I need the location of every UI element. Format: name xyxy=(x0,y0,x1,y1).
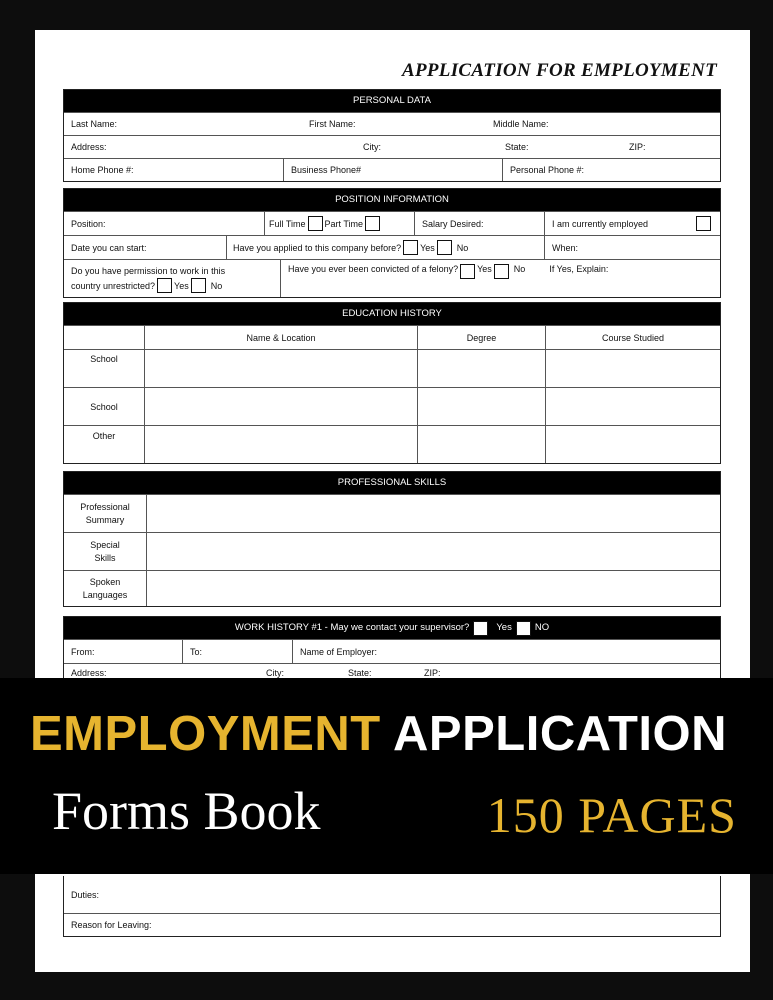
felony-no-label: No xyxy=(513,264,526,274)
education-row xyxy=(64,387,720,425)
work-history-header xyxy=(64,617,720,639)
skills-label-line: Summary xyxy=(85,514,125,525)
applied-no-label: No xyxy=(456,242,469,253)
personal-phone-field[interactable] xyxy=(502,159,720,181)
permission-no-label: No xyxy=(210,280,223,291)
start-date-field[interactable] xyxy=(64,236,226,259)
position-row xyxy=(64,211,720,235)
contact-no-checkbox[interactable] xyxy=(516,621,531,636)
education-column-headers xyxy=(64,325,720,349)
middle-name-field[interactable] xyxy=(486,113,720,135)
school-2-degree-cell[interactable] xyxy=(417,388,545,425)
felony-explain-label: If Yes, Explain: xyxy=(549,264,609,274)
felony-yes-label: Yes xyxy=(477,264,492,274)
employment-type-group xyxy=(264,212,414,235)
skills-row xyxy=(64,570,720,606)
contact-no-label: NO xyxy=(534,622,550,633)
personal-data-section xyxy=(63,89,721,182)
work-city-label: City: xyxy=(266,668,284,678)
employed-group xyxy=(544,212,720,235)
other-course-cell[interactable] xyxy=(545,426,720,463)
home-phone-label: Home Phone #: xyxy=(71,165,134,175)
work-state-field[interactable] xyxy=(341,664,417,678)
skills-row-label xyxy=(64,533,146,570)
education-row-label: School xyxy=(90,354,118,364)
other-name-cell[interactable] xyxy=(144,426,417,463)
to-label: To: xyxy=(190,646,203,657)
applied-yes-checkbox[interactable] xyxy=(403,240,418,255)
work-address-field[interactable] xyxy=(64,664,259,678)
work-zip-field[interactable] xyxy=(417,664,720,678)
form-title: APPLICATION FOR EMPLOYMENT xyxy=(402,60,717,81)
position-info-header: POSITION INFORMATION xyxy=(64,189,720,211)
business-phone-field[interactable] xyxy=(283,159,502,181)
part-time-label: Part Time xyxy=(324,218,364,229)
address-label: Address: xyxy=(71,142,107,152)
home-phone-field[interactable] xyxy=(64,159,283,181)
skills-row xyxy=(64,532,720,570)
personal-data-header: PERSONAL DATA xyxy=(64,90,720,112)
duties-field[interactable] xyxy=(64,876,720,913)
education-corner xyxy=(64,326,144,349)
education-row xyxy=(64,425,720,463)
middle-name-label: Middle Name: xyxy=(493,119,549,129)
reason-label: Reason for Leaving: xyxy=(71,920,152,930)
when-field[interactable] xyxy=(544,236,720,259)
school-1-name-cell[interactable] xyxy=(144,350,417,387)
education-section xyxy=(63,302,721,464)
skills-label-line: Skills xyxy=(94,552,116,563)
position-field[interactable] xyxy=(64,212,264,235)
position-label: Position: xyxy=(71,218,106,229)
work-zip-label: ZIP: xyxy=(424,668,441,678)
to-field[interactable] xyxy=(182,640,292,663)
name-row xyxy=(64,112,720,135)
work-address-label: Address: xyxy=(71,668,107,678)
cover-banner xyxy=(0,678,773,874)
skills-label-line: Special xyxy=(90,539,120,550)
education-row-label: Other xyxy=(92,431,116,441)
education-header: EDUCATION HISTORY xyxy=(64,303,720,325)
permission-yes-label: Yes xyxy=(174,280,189,291)
school-2-name-cell[interactable] xyxy=(144,388,417,425)
address-field[interactable] xyxy=(64,136,356,158)
zip-field[interactable] xyxy=(622,136,720,158)
skills-row-label xyxy=(64,495,146,532)
work-city-field[interactable] xyxy=(259,664,341,678)
position-info-section xyxy=(63,188,721,298)
contact-yes-checkbox[interactable] xyxy=(473,621,488,636)
business-phone-label: Business Phone# xyxy=(291,165,362,175)
skills-label-line: Professional xyxy=(80,501,130,512)
employed-label: I am currently employed xyxy=(552,218,649,229)
employer-field[interactable] xyxy=(292,640,720,663)
work-dates-row xyxy=(64,639,720,663)
state-field[interactable] xyxy=(498,136,622,158)
first-name-field[interactable] xyxy=(302,113,486,135)
work-address-row xyxy=(64,663,720,678)
duties-label: Duties: xyxy=(71,889,100,900)
from-label: From: xyxy=(71,646,95,657)
banner-pages: 150 PAGES xyxy=(486,787,737,843)
full-time-label: Full Time xyxy=(269,218,306,229)
city-label: City: xyxy=(363,142,381,152)
permission-yes-checkbox[interactable] xyxy=(157,278,172,293)
felony-yes-checkbox[interactable] xyxy=(460,264,475,279)
banner-forms-book: Forms Book xyxy=(52,781,321,841)
work-history-header-label: WORK HISTORY #1 - May we contact your supervisor? xyxy=(234,622,470,633)
applied-before-label: Have you applied to this company before? xyxy=(233,242,402,253)
permission-no-checkbox[interactable] xyxy=(191,278,206,293)
applied-yes-label: Yes xyxy=(420,242,435,253)
permission-label-line1: Do you have permission to work in this xyxy=(71,266,226,276)
phone-row xyxy=(64,158,720,181)
name-location-header: Name & Location xyxy=(144,326,417,349)
professional-skills-header: PROFESSIONAL SKILLS xyxy=(64,472,720,494)
professional-skills-section xyxy=(63,471,721,607)
work-state-label: State: xyxy=(348,668,372,678)
employer-label: Name of Employer: xyxy=(300,646,378,657)
skills-row xyxy=(64,494,720,532)
employed-checkbox[interactable] xyxy=(696,216,711,231)
salary-field[interactable] xyxy=(414,212,544,235)
banner-employment: EMPLOYMENT xyxy=(30,707,381,761)
contact-yes-label: Yes xyxy=(496,622,512,633)
school-1-degree-cell[interactable] xyxy=(417,350,545,387)
spoken-languages-cell[interactable] xyxy=(146,571,720,606)
course-studied-header: Course Studied xyxy=(545,326,720,349)
full-time-checkbox[interactable] xyxy=(308,216,323,231)
state-label: State: xyxy=(505,142,529,152)
degree-header: Degree xyxy=(417,326,545,349)
felony-label: Have you ever been convicted of a felony? xyxy=(288,264,459,274)
part-time-checkbox[interactable] xyxy=(365,216,380,231)
special-skills-cell[interactable] xyxy=(146,533,720,570)
felony-no-checkbox[interactable] xyxy=(494,264,509,279)
skills-row-label xyxy=(64,571,146,606)
first-name-label: First Name: xyxy=(309,119,356,129)
skills-label-line: Languages xyxy=(82,589,128,600)
reason-row xyxy=(64,913,720,936)
school-2-course-cell[interactable] xyxy=(545,388,720,425)
start-row xyxy=(64,235,720,259)
permission-row xyxy=(64,259,720,297)
salary-label: Salary Desired: xyxy=(422,218,484,229)
permission-label-line2: country unrestricted? xyxy=(71,280,156,291)
city-field[interactable] xyxy=(356,136,498,158)
work-history-lower xyxy=(63,876,721,937)
other-degree-cell[interactable] xyxy=(417,426,545,463)
applied-no-checkbox[interactable] xyxy=(437,240,452,255)
banner-application: APPLICATION xyxy=(393,707,728,761)
education-row xyxy=(64,349,720,387)
permission-group xyxy=(64,260,280,297)
applied-before-group xyxy=(226,236,544,259)
banner-headline xyxy=(30,706,727,762)
professional-summary-cell[interactable] xyxy=(146,495,720,532)
personal-phone-label: Personal Phone #: xyxy=(510,165,585,175)
duties-row xyxy=(64,876,720,913)
when-label: When: xyxy=(552,242,579,253)
last-name-field[interactable] xyxy=(64,113,302,135)
skills-label-line: Spoken xyxy=(89,576,121,587)
education-row-label: School xyxy=(90,401,118,412)
felony-group xyxy=(280,260,720,297)
from-field[interactable] xyxy=(64,640,182,663)
reason-field[interactable] xyxy=(64,914,720,936)
address-row xyxy=(64,135,720,158)
last-name-label: Last Name: xyxy=(71,119,118,129)
zip-label: ZIP: xyxy=(629,142,646,152)
work-history-section xyxy=(63,616,721,678)
school-1-course-cell[interactable] xyxy=(545,350,720,387)
start-date-label: Date you can start: xyxy=(71,242,147,253)
